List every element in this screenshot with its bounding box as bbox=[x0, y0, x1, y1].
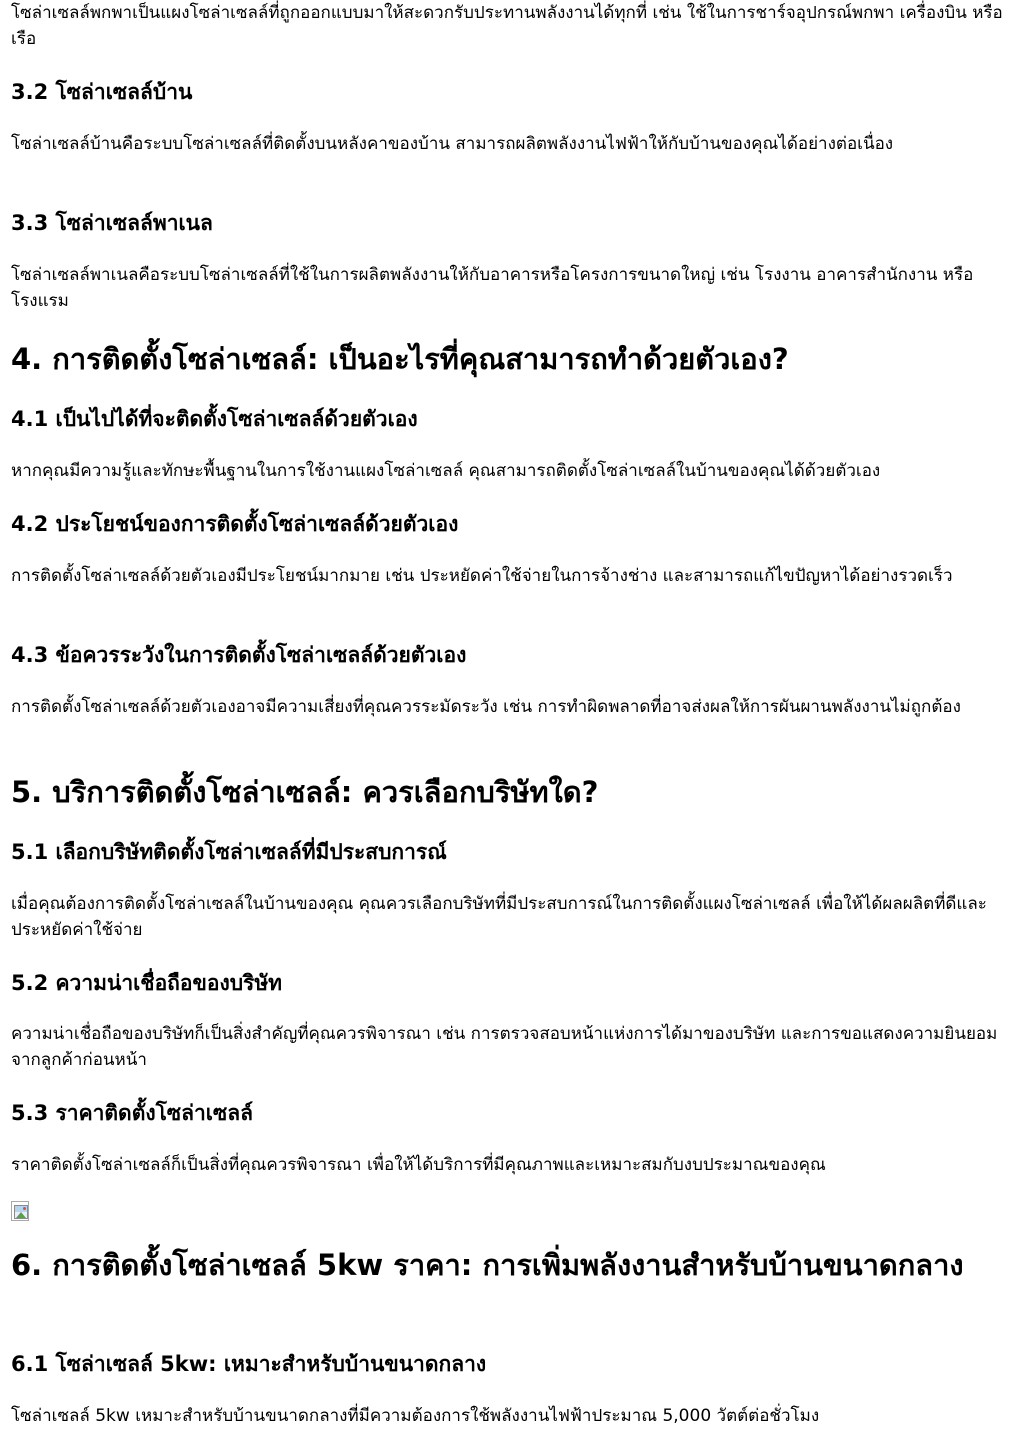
heading-4-2: 4.2 ประโยชน์ของการติดตั้งโซล่าเซลล์ด้วยตัวเอง bbox=[11, 512, 459, 536]
paragraph-4-2: การติดตั้งโซล่าเซลล์ด้วยตัวเองมีประโยชน์มากมาย เช่น ประหยัดค่าใช้จ่ายในการจ้างช่าง และสามารถแก้ไขปัญหาได้อย่างรวดเร็ว bbox=[11, 566, 953, 586]
paragraph-4-3: การติดตั้งโซล่าเซลล์ด้วยตัวเองอาจมีความเสี่ยงที่คุณควรระมัดระวัง เช่น การทำผิดพลาดที่อาจส่งผลให้การผันผานพลังงานไม่ถูกต้อง bbox=[11, 697, 961, 717]
heading-3-3: 3.3 โซล่าเซลล์พาเนล bbox=[11, 211, 213, 235]
heading-5-2: 5.2 ความน่าเชื่อถือของบริษัท bbox=[11, 971, 283, 995]
paragraph-3-2: โซล่าเซลล์บ้านคือระบบโซล่าเซลล์ที่ติดตั้งบนหลังคาของบ้าน สามารถผลิตพลังงานไฟฟ้าให้กับบ้านของคุณได้อย่างต่อเนื่อง bbox=[11, 134, 894, 154]
heading-6: 6. การติดตั้งโซล่าเซลล์ 5kw ราคา: การเพิ่มพลังงานสำหรับบ้านขนาดกลาง bbox=[11, 1248, 964, 1282]
heading-4-3: 4.3 ข้อควรระวังในการติดตั้งโซล่าเซลล์ด้วยตัวเอง bbox=[11, 643, 467, 667]
heading-5-3: 5.3 ราคาติดตั้งโซล่าเซลล์ bbox=[11, 1101, 253, 1125]
broken-image-icon bbox=[11, 1201, 29, 1221]
heading-5-1: 5.1 เลือกบริษัทติดตั้งโซล่าเซลล์ที่มีประสบการณ์ bbox=[11, 840, 447, 864]
image-placeholder-glyph bbox=[14, 1205, 28, 1219]
paragraph-portable-solar: โซล่าเซลล์พกพาเป็นแผงโซล่าเซลล์ที่ถูกออกแบบมาให้สะดวกรับประทานพลังงานได้ทุกที่ เช่น ใช้ในการชาร์จอุปกรณ์พกพา เครื่องบิน หรือเรือ bbox=[11, 3, 1003, 49]
paragraph-5-1: เมื่อคุณต้องการติดตั้งโซล่าเซลล์ในบ้านของคุณ คุณควรเลือกบริษัทที่มีประสบการณ์ในการติดตั้งแผงโซล่าเซลล์ เพื่อให้ได้ผลผลิตที่ดีและประหยัดค่าใช้จ่าย bbox=[11, 894, 987, 940]
heading-3-2: 3.2 โซล่าเซลล์บ้าน bbox=[11, 80, 193, 104]
heading-5: 5. บริการติดตั้งโซล่าเซลล์: ควรเลือกบริษัทใด? bbox=[11, 775, 599, 809]
paragraph-5-3: ราคาติดตั้งโซล่าเซลล์ก็เป็นสิ่งที่คุณควรพิจารณา เพื่อให้ได้บริการที่มีคุณภาพและเหมาะสมกับงบประมาณของคุณ bbox=[11, 1155, 826, 1175]
heading-6-1: 6.1 โซล่าเซลล์ 5kw: เหมาะสำหรับบ้านขนาดกลาง bbox=[11, 1352, 487, 1376]
heading-4-1: 4.1 เป็นไปได้ที่จะติดตั้งโซล่าเซลล์ด้วยตัวเอง bbox=[11, 407, 418, 431]
heading-4: 4. การติดตั้งโซล่าเซลล์: เป็นอะไรที่คุณสามารถทำด้วยตัวเอง? bbox=[11, 342, 789, 376]
paragraph-5-2: ความน่าเชื่อถือของบริษัทก็เป็นสิ่งสำคัญที่คุณควรพิจารณา เช่น การตรวจสอบหน้าแห่งการได้มาของบริษัท และการขอแสดงความยินยอมจากลูกค้าก่อนหน้า bbox=[11, 1024, 998, 1070]
paragraph-4-1: หากคุณมีความรู้และทักษะพื้นฐานในการใช้งานแผงโซล่าเซลล์ คุณสามารถติดตั้งโซล่าเซลล์ในบ้านของคุณได้ด้วยตัวเอง bbox=[11, 461, 881, 481]
paragraph-6-1: โซล่าเซลล์ 5kw เหมาะสำหรับบ้านขนาดกลางที่มีความต้องการใช้พลังงานไฟฟ้าประมาณ 5,000 วัตต์ต่อชั่วโมง bbox=[11, 1406, 820, 1426]
paragraph-3-3: โซล่าเซลล์พาเนลคือระบบโซล่าเซลล์ที่ใช้ในการผลิตพลังงานให้กับอาคารหรือโครงการขนาดใหญ่ เช่น โรงงาน อาคารสำนักงาน หรือโรงแรม bbox=[11, 265, 974, 311]
